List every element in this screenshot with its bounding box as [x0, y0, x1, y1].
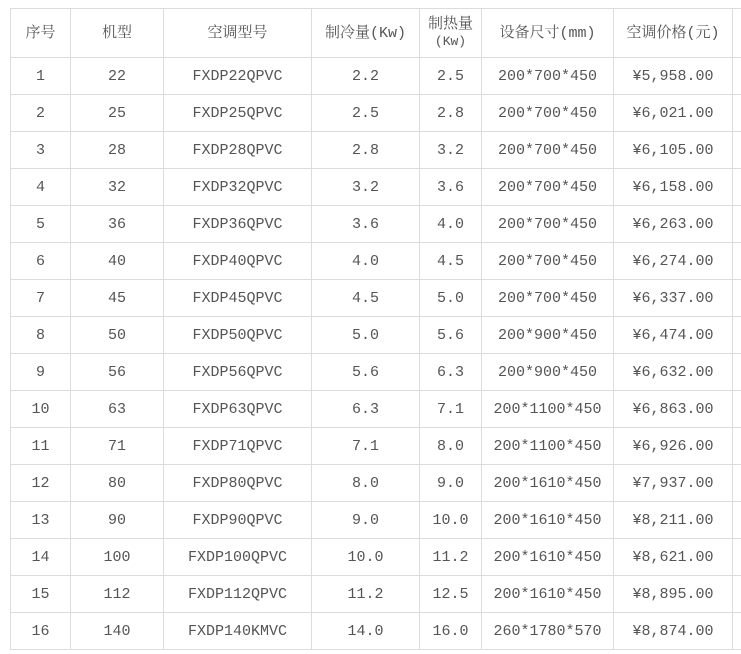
cell-heating: 8.0 [420, 428, 482, 465]
cell-size: 200*1610*450 [482, 502, 614, 539]
cell-size: 260*1780*570 [482, 613, 614, 650]
cell-ac-model: FXDP140KMVC [164, 613, 312, 650]
cell-model: 45 [71, 280, 164, 317]
table-row [11, 539, 741, 576]
cell-size: 200*700*450 [482, 280, 614, 317]
cell-ac-model: FXDP45QPVC [164, 280, 312, 317]
cell-price: ¥6,021.00 [614, 95, 733, 132]
cell-heating: 3.2 [420, 132, 482, 169]
cell-price: ¥5,958.00 [614, 58, 733, 95]
cell-ac-model: FXDP40QPVC [164, 243, 312, 280]
table-row [11, 280, 741, 317]
cell-cooling: 14.0 [312, 613, 420, 650]
cell-cooling: 2.5 [312, 95, 420, 132]
cell-serial: 7 [11, 280, 71, 317]
cell-heating: 11.2 [420, 539, 482, 576]
cell-model: 56 [71, 354, 164, 391]
cell-clipped [733, 169, 741, 206]
cell-cooling: 4.5 [312, 280, 420, 317]
cell-price: ¥8,874.00 [614, 613, 733, 650]
table-row [11, 391, 741, 428]
table-row [11, 317, 741, 354]
col-header-model: 机型 [71, 9, 164, 58]
cell-ac-model: FXDP71QPVC [164, 428, 312, 465]
table-row [11, 576, 741, 613]
cell-model: 25 [71, 95, 164, 132]
cell-serial: 2 [11, 95, 71, 132]
cell-ac-model: FXDP36QPVC [164, 206, 312, 243]
cell-heating: 10.0 [420, 502, 482, 539]
table-row [11, 169, 741, 206]
cell-size: 200*700*450 [482, 243, 614, 280]
cell-size: 200*900*450 [482, 354, 614, 391]
cell-price: ¥6,863.00 [614, 391, 733, 428]
cell-clipped [733, 317, 741, 354]
ac-spec-price-table [10, 8, 741, 650]
cell-heating: 16.0 [420, 613, 482, 650]
cell-cooling: 4.0 [312, 243, 420, 280]
cell-serial: 13 [11, 502, 71, 539]
cell-serial: 10 [11, 391, 71, 428]
cell-price: ¥6,926.00 [614, 428, 733, 465]
cell-price: ¥6,632.00 [614, 354, 733, 391]
cell-clipped [733, 539, 741, 576]
cell-price: ¥8,211.00 [614, 502, 733, 539]
table-row [11, 95, 741, 132]
cell-serial: 16 [11, 613, 71, 650]
cell-price: ¥6,105.00 [614, 132, 733, 169]
cell-cooling: 5.0 [312, 317, 420, 354]
cell-ac-model: FXDP80QPVC [164, 465, 312, 502]
cell-cooling: 11.2 [312, 576, 420, 613]
cell-price: ¥8,621.00 [614, 539, 733, 576]
cell-clipped [733, 95, 741, 132]
cell-model: 90 [71, 502, 164, 539]
cell-size: 200*700*450 [482, 132, 614, 169]
cell-model: 22 [71, 58, 164, 95]
cell-clipped [733, 428, 741, 465]
cell-clipped [733, 465, 741, 502]
cell-price: ¥6,337.00 [614, 280, 733, 317]
header-row [11, 9, 741, 58]
cell-cooling: 9.0 [312, 502, 420, 539]
table-row [11, 243, 741, 280]
cell-model: 71 [71, 428, 164, 465]
cell-serial: 1 [11, 58, 71, 95]
cell-heating: 5.0 [420, 280, 482, 317]
table-body [11, 58, 741, 650]
cell-cooling: 2.2 [312, 58, 420, 95]
cell-heating: 2.5 [420, 58, 482, 95]
table-row [11, 613, 741, 650]
col-header-price: 空调价格(元) [614, 9, 733, 58]
cell-serial: 6 [11, 243, 71, 280]
cell-clipped [733, 502, 741, 539]
cell-serial: 4 [11, 169, 71, 206]
cell-serial: 12 [11, 465, 71, 502]
cell-clipped [733, 576, 741, 613]
table-row [11, 428, 741, 465]
cell-ac-model: FXDP63QPVC [164, 391, 312, 428]
cell-model: 140 [71, 613, 164, 650]
cell-price: ¥7,937.00 [614, 465, 733, 502]
cell-size: 200*1100*450 [482, 428, 614, 465]
cell-size: 200*1100*450 [482, 391, 614, 428]
cell-price: ¥6,274.00 [614, 243, 733, 280]
cell-clipped [733, 391, 741, 428]
cell-heating: 3.6 [420, 169, 482, 206]
col-header-clipped [733, 9, 741, 58]
cell-ac-model: FXDP50QPVC [164, 317, 312, 354]
cell-serial: 14 [11, 539, 71, 576]
cell-cooling: 2.8 [312, 132, 420, 169]
col-header-ac-model: 空调型号 [164, 9, 312, 58]
cell-price: ¥6,263.00 [614, 206, 733, 243]
table-row [11, 206, 741, 243]
cell-clipped [733, 206, 741, 243]
col-header-cooling: 制冷量(Kw) [312, 9, 420, 58]
cell-heating: 12.5 [420, 576, 482, 613]
cell-cooling: 5.6 [312, 354, 420, 391]
cell-clipped [733, 243, 741, 280]
table-row [11, 502, 741, 539]
cell-model: 112 [71, 576, 164, 613]
table-row [11, 132, 741, 169]
cell-serial: 3 [11, 132, 71, 169]
cell-size: 200*900*450 [482, 317, 614, 354]
cell-serial: 11 [11, 428, 71, 465]
cell-heating: 4.5 [420, 243, 482, 280]
table-row [11, 58, 741, 95]
cell-serial: 5 [11, 206, 71, 243]
col-header-heating [420, 9, 482, 58]
cell-ac-model: FXDP90QPVC [164, 502, 312, 539]
cell-cooling: 10.0 [312, 539, 420, 576]
cell-serial: 9 [11, 354, 71, 391]
cell-model: 32 [71, 169, 164, 206]
cell-model: 80 [71, 465, 164, 502]
cell-clipped [733, 132, 741, 169]
cell-size: 200*700*450 [482, 169, 614, 206]
cell-model: 40 [71, 243, 164, 280]
table-row [11, 465, 741, 502]
col-header-heating-unit: (Kw) [434, 34, 467, 49]
cell-ac-model: FXDP22QPVC [164, 58, 312, 95]
cell-cooling: 3.2 [312, 169, 420, 206]
cell-heating: 2.8 [420, 95, 482, 132]
table-row [11, 354, 741, 391]
cell-clipped [733, 280, 741, 317]
cell-size: 200*700*450 [482, 95, 614, 132]
col-header-size: 设备尺寸(mm) [482, 9, 614, 58]
cell-size: 200*700*450 [482, 58, 614, 95]
cell-cooling: 6.3 [312, 391, 420, 428]
cell-clipped [733, 613, 741, 650]
cell-model: 28 [71, 132, 164, 169]
cell-serial: 15 [11, 576, 71, 613]
cell-ac-model: FXDP25QPVC [164, 95, 312, 132]
cell-clipped [733, 58, 741, 95]
cell-model: 100 [71, 539, 164, 576]
cell-price: ¥6,158.00 [614, 169, 733, 206]
cell-serial: 8 [11, 317, 71, 354]
cell-size: 200*700*450 [482, 206, 614, 243]
col-header-heating-label: 制热量 [427, 16, 473, 33]
cell-price: ¥8,895.00 [614, 576, 733, 613]
cell-ac-model: FXDP32QPVC [164, 169, 312, 206]
cell-model: 50 [71, 317, 164, 354]
cell-heating: 5.6 [420, 317, 482, 354]
cell-size: 200*1610*450 [482, 576, 614, 613]
cell-heating: 7.1 [420, 391, 482, 428]
col-header-serial: 序号 [11, 9, 71, 58]
cell-heating: 6.3 [420, 354, 482, 391]
cell-cooling: 3.6 [312, 206, 420, 243]
cell-cooling: 8.0 [312, 465, 420, 502]
cell-cooling: 7.1 [312, 428, 420, 465]
cell-size: 200*1610*450 [482, 539, 614, 576]
cell-size: 200*1610*450 [482, 465, 614, 502]
cell-ac-model: FXDP112QPVC [164, 576, 312, 613]
cell-ac-model: FXDP100QPVC [164, 539, 312, 576]
cell-ac-model: FXDP28QPVC [164, 132, 312, 169]
cell-price: ¥6,474.00 [614, 317, 733, 354]
cell-heating: 4.0 [420, 206, 482, 243]
cell-ac-model: FXDP56QPVC [164, 354, 312, 391]
cell-model: 63 [71, 391, 164, 428]
cell-clipped [733, 354, 741, 391]
cell-heating: 9.0 [420, 465, 482, 502]
cell-model: 36 [71, 206, 164, 243]
